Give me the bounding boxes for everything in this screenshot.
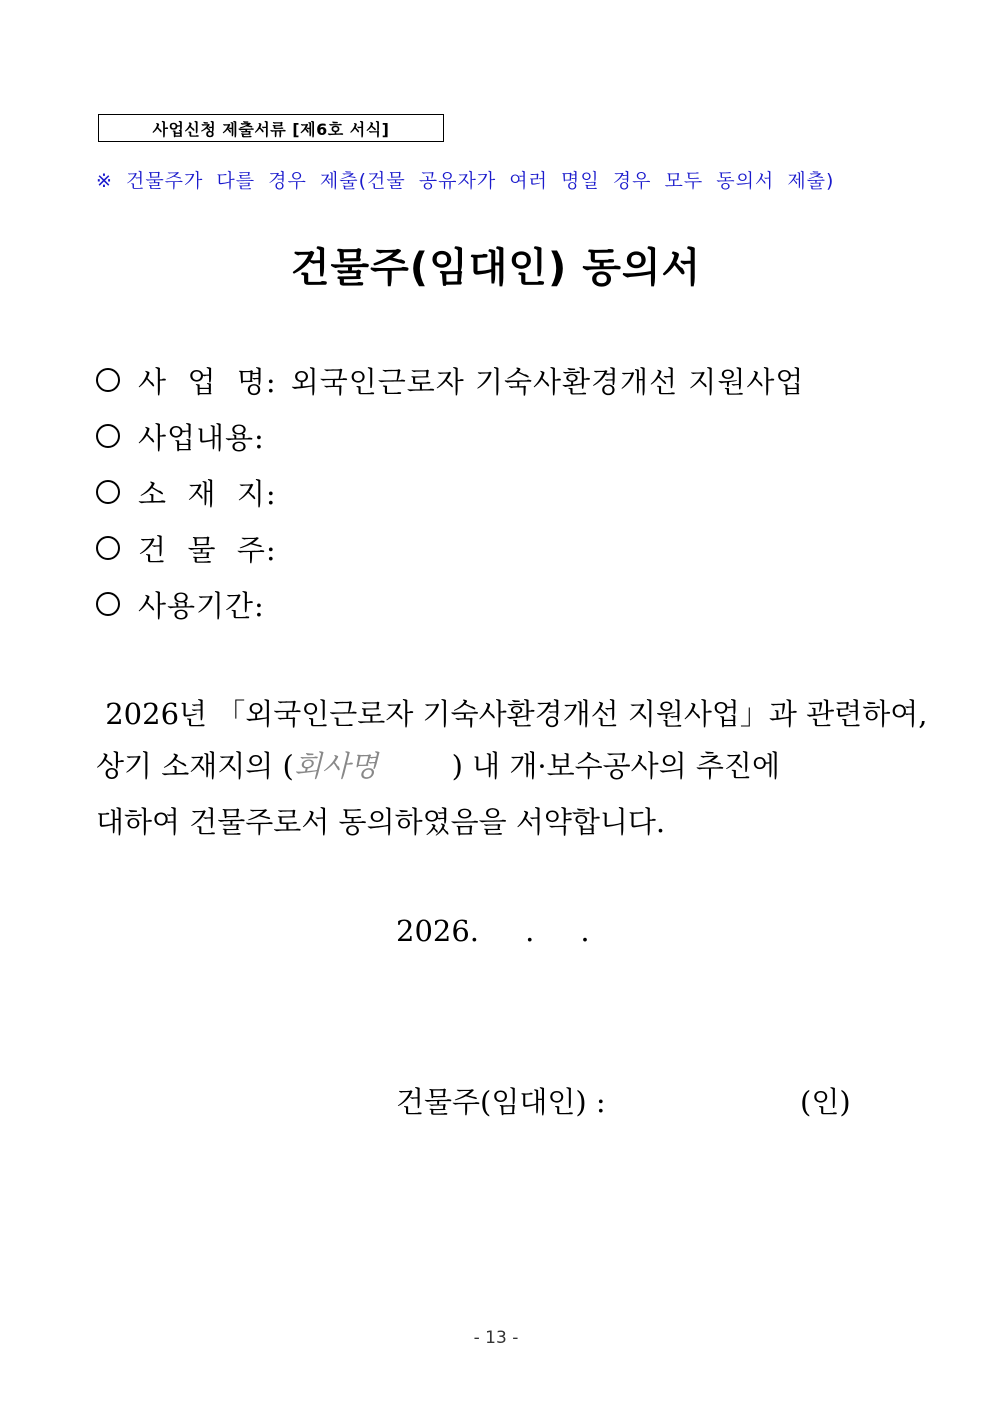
item-label: 사 업 명: bbox=[138, 364, 277, 399]
circle-bullet-icon bbox=[96, 536, 120, 560]
item-value: 외국인근로자 기숙사환경개선 지원사업 bbox=[290, 364, 805, 399]
line2-prefix: 상기 소재지의 ( bbox=[96, 749, 294, 783]
item-label: 사용기간: bbox=[138, 588, 265, 623]
item-location bbox=[96, 464, 804, 520]
seal-mark: (인) bbox=[800, 1085, 851, 1119]
circle-bullet-icon bbox=[96, 424, 120, 448]
page-number: - 13 - bbox=[473, 1328, 519, 1348]
item-label: 건 물 주: bbox=[138, 532, 277, 567]
circle-bullet-icon bbox=[96, 592, 120, 616]
consent-paragraph-line-3: 대하여 건물주로서 동의하였음을 서약합니다. bbox=[96, 805, 666, 839]
signer-label: 건물주(임대인) : bbox=[396, 1085, 606, 1119]
date-field: 2026. . . bbox=[396, 914, 590, 948]
notice-text: ※ 건물주가 다를 경우 제출(건물 공유자가 여러 명일 경우 모두 동의서 제출) bbox=[96, 170, 835, 192]
item-list bbox=[96, 352, 804, 632]
line2-suffix: ) 내 개·보수공사의 추진에 bbox=[377, 749, 780, 783]
item-usage-period bbox=[96, 576, 804, 632]
page-title: 건물주(임대인) 동의서 bbox=[290, 245, 702, 291]
consent-paragraph-line-2 bbox=[96, 744, 896, 785]
item-label: 사업내용: bbox=[138, 420, 265, 455]
form-label: 사업신청 제출서류 [제6호 서식] bbox=[98, 114, 444, 142]
circle-bullet-icon bbox=[96, 368, 120, 392]
circle-bullet-icon bbox=[96, 480, 120, 504]
item-label: 소 재 지: bbox=[138, 476, 277, 511]
item-project-content bbox=[96, 408, 804, 464]
item-project-name bbox=[96, 352, 804, 408]
company-name-placeholder: 회사명 bbox=[293, 749, 378, 783]
consent-paragraph-line-1: 2026년 「외국인근로자 기숙사환경개선 지원사업」과 관련하여, bbox=[96, 697, 928, 731]
item-building-owner bbox=[96, 520, 804, 576]
